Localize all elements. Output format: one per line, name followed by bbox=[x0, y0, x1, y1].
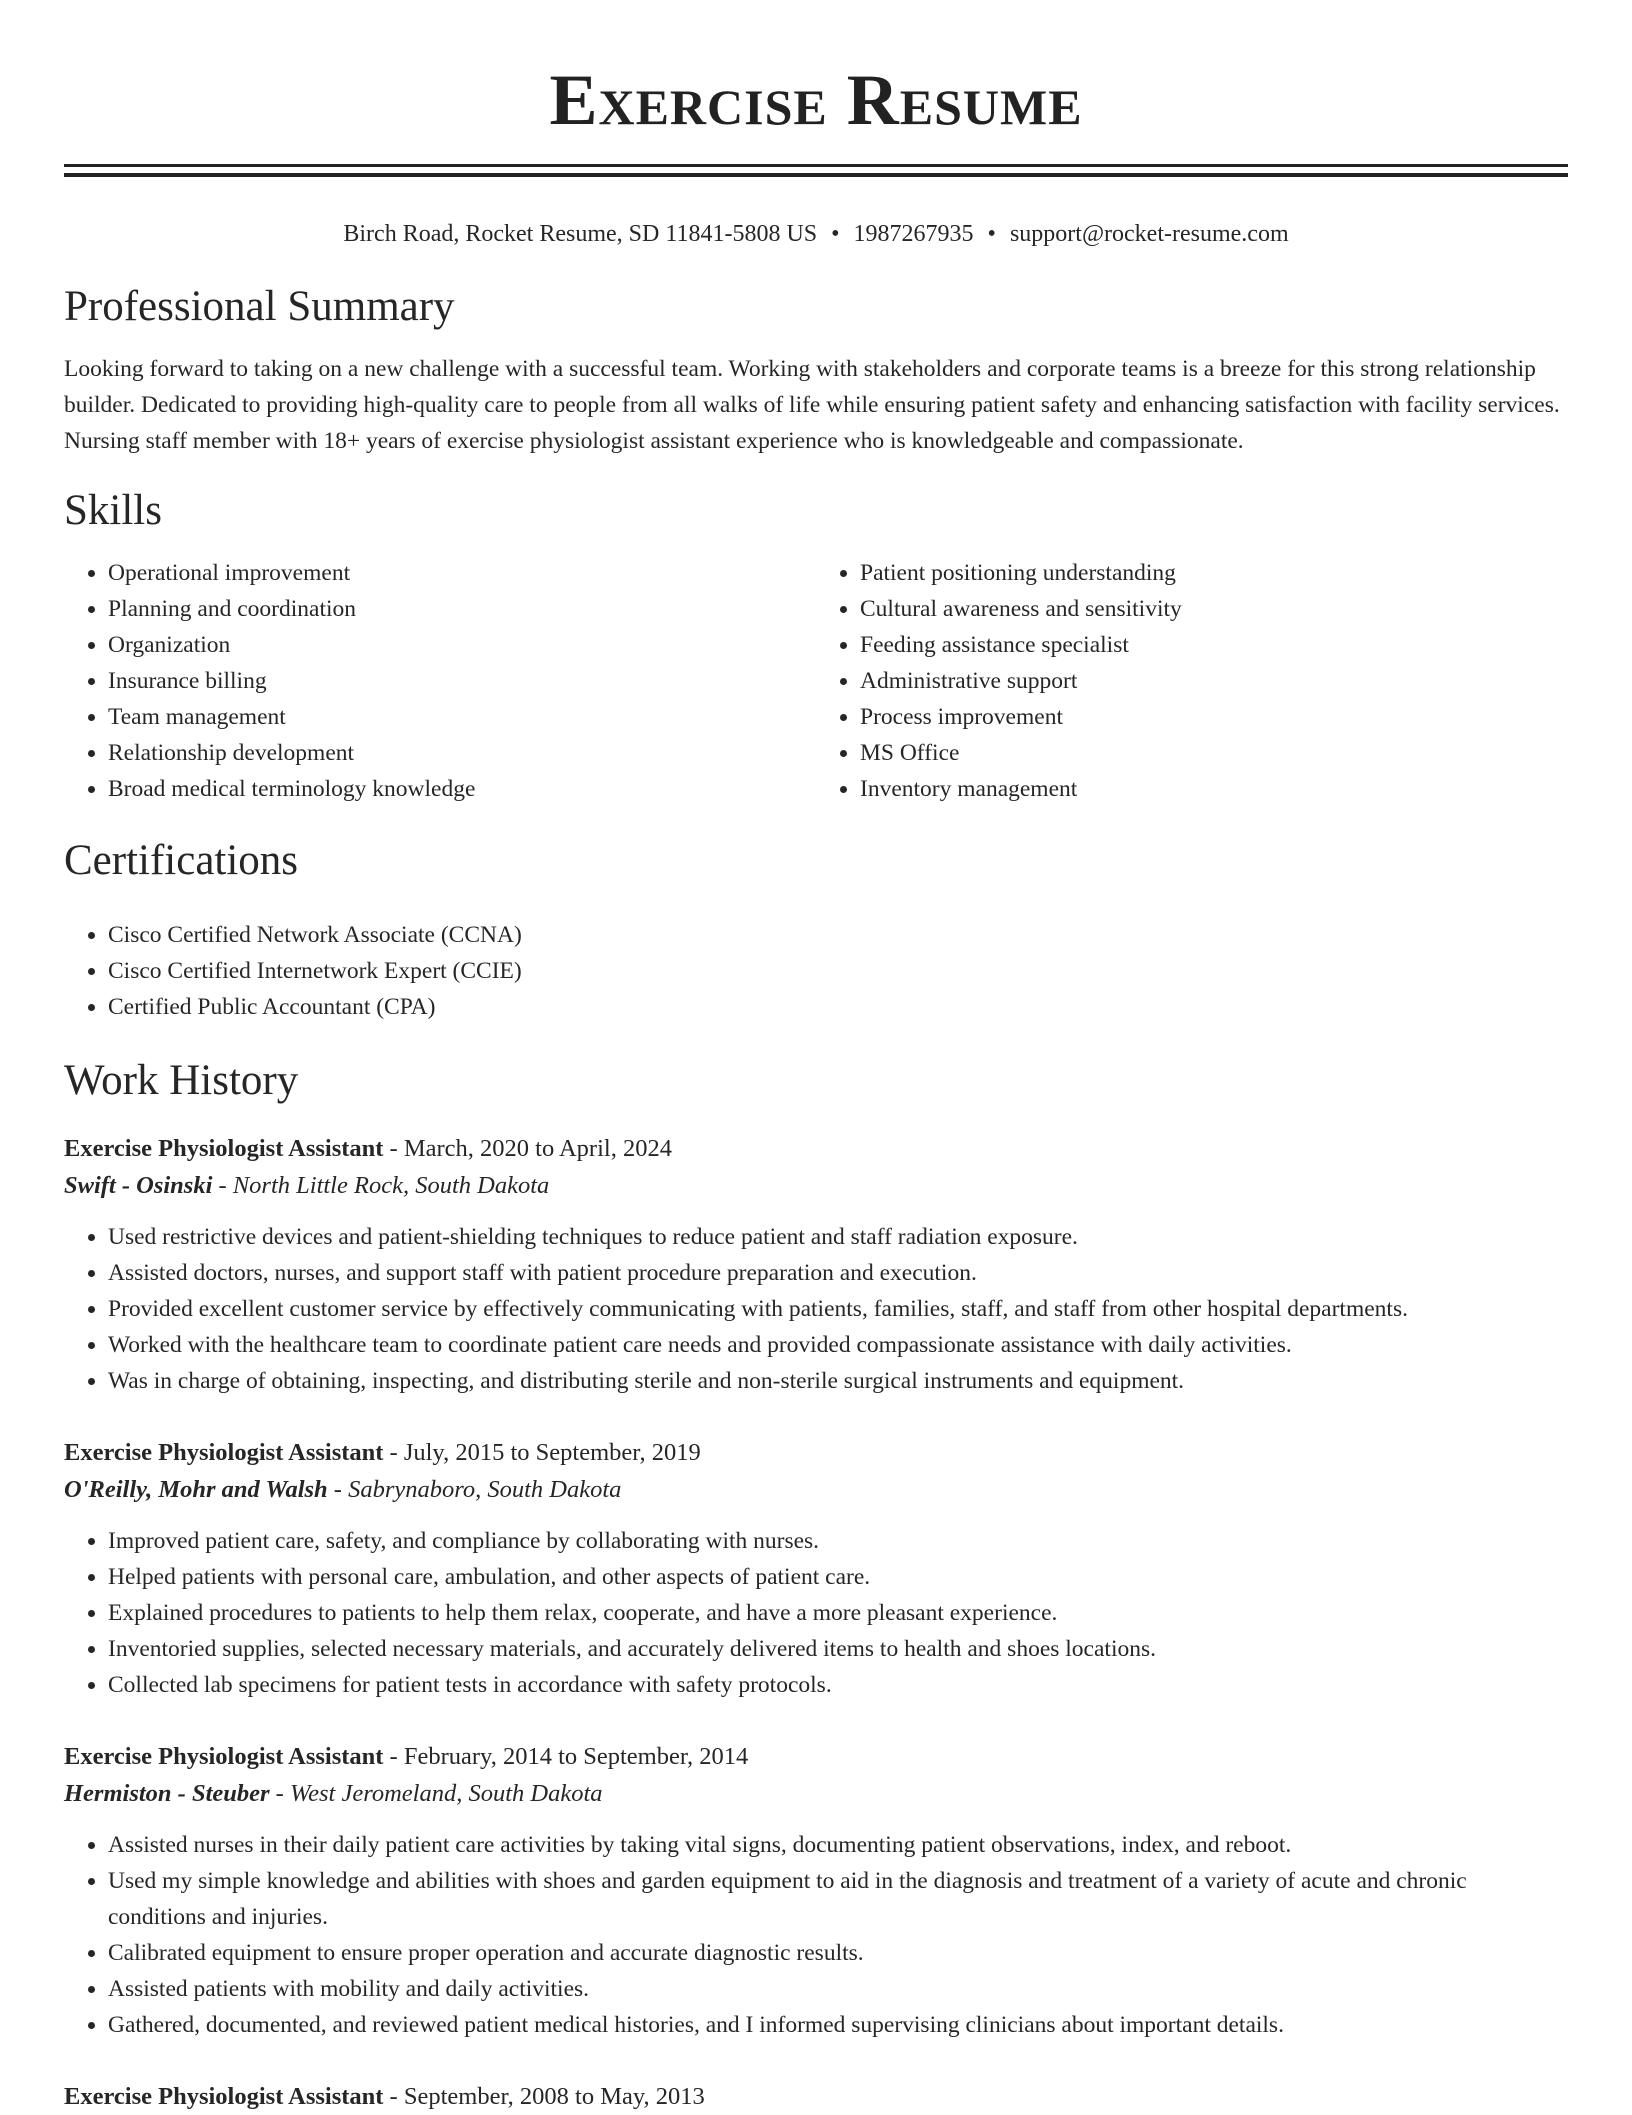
list-item: • Provided excellent customer service by effectively communicating with patients, families, staff, and staff from other hospital departments. bbox=[108, 1291, 1568, 1327]
list-item: • Cisco Certified Network Associate (CCNA) bbox=[108, 917, 1568, 953]
list-item: • Broad medical terminology knowledge bbox=[108, 771, 816, 807]
job-title-line: Exercise Physiologist Assistant - February, 2014 to September, 2014 bbox=[64, 1743, 749, 1770]
list-item: • Cisco Certified Internetwork Expert (CCIE) bbox=[108, 953, 1568, 989]
job-dates: February, 2014 to September, 2014 bbox=[403, 1743, 749, 1770]
list-item: • Patient positioning understanding bbox=[860, 555, 1568, 591]
skills-columns bbox=[64, 555, 1568, 807]
job-dates: September, 2008 to May, 2013 bbox=[403, 2083, 705, 2110]
job-company-line: O'Reilly, Mohr and Walsh - Sabrynaboro, South Dakota bbox=[64, 1476, 622, 1503]
work-history-heading: Work History bbox=[64, 1057, 299, 1104]
job-company: Hermiston - Steuber bbox=[64, 1780, 270, 1807]
list-item: • Gathered, documented, and reviewed patient medical histories, and I informed supervising clinicians about important details. bbox=[108, 2007, 1568, 2043]
list-item: • Organization bbox=[108, 627, 816, 663]
list-item: • Explained procedures to patients to help them relax, cooperate, and have a more pleasant experience. bbox=[108, 1595, 1568, 1631]
summary-heading: Professional Summary bbox=[64, 283, 455, 330]
list-item: • Inventoried supplies, selected necessary materials, and accurately delivered items to health and shoes locations. bbox=[108, 1631, 1568, 1667]
list-item: • Team management bbox=[108, 699, 816, 735]
contact-email: support@rocket-resume.com bbox=[1009, 221, 1289, 247]
list-item: • Assisted patients with mobility and daily activities. bbox=[108, 1971, 1568, 2007]
skills-heading: Skills bbox=[64, 487, 162, 534]
job-entry bbox=[64, 1739, 1568, 2043]
list-item: • Administrative support bbox=[860, 663, 1568, 699]
job-title-line: Exercise Physiologist Assistant - September, 2008 to May, 2013 bbox=[64, 2083, 705, 2110]
list-item: • MS Office bbox=[860, 735, 1568, 771]
list-item: • Assisted nurses in their daily patient care activities by taking vital signs, documenting patient observations, index, and reboot. bbox=[108, 1827, 1568, 1863]
list-item: • Improved patient care, safety, and compliance by collaborating with nurses. bbox=[108, 1523, 1568, 1559]
list-item: • Was in charge of obtaining, inspecting, and distributing sterile and non-sterile surgical instruments and equipment. bbox=[108, 1363, 1568, 1399]
work-history-list bbox=[64, 1131, 1568, 2115]
list-item: • Assisted doctors, nurses, and support staff with patient procedure preparation and execution. bbox=[108, 1255, 1568, 1291]
list-item: • Relationship development bbox=[108, 735, 816, 771]
skills-right-list bbox=[816, 555, 1568, 807]
job-dates: March, 2020 to April, 2024 bbox=[403, 1135, 672, 1162]
skills-left-list bbox=[64, 555, 816, 807]
job-title: Exercise Physiologist Assistant bbox=[64, 1135, 384, 1162]
list-item: • Insurance billing bbox=[108, 663, 816, 699]
job-location: West Jeromeland, South Dakota bbox=[289, 1780, 603, 1807]
job-title: Exercise Physiologist Assistant bbox=[64, 1439, 384, 1466]
list-item: • Planning and coordination bbox=[108, 591, 816, 627]
list-item: • Used my simple knowledge and abilities with shoes and garden equipment to aid in the diagnosis and treatment of a variety of acute and chronic conditions and injuries. bbox=[108, 1863, 1568, 1935]
list-item: • Used restrictive devices and patient-shielding techniques to reduce patient and staff radiation exposure. bbox=[108, 1219, 1568, 1255]
list-item: • Cultural awareness and sensitivity bbox=[860, 591, 1568, 627]
job-title-line: Exercise Physiologist Assistant - July, 2015 to September, 2019 bbox=[64, 1439, 701, 1466]
list-item: • Operational improvement bbox=[108, 555, 816, 591]
list-item: • Certified Public Accountant (CPA) bbox=[108, 989, 1568, 1025]
resume-title: Exercise Resume bbox=[549, 60, 1083, 140]
contact-phone: 1987267935 bbox=[853, 221, 974, 247]
list-item: • Process improvement bbox=[860, 699, 1568, 735]
job-company: Swift - Osinski bbox=[64, 1172, 213, 1199]
job-location: Sabrynaboro, South Dakota bbox=[348, 1476, 622, 1503]
job-location: North Little Rock, South Dakota bbox=[232, 1172, 550, 1199]
job-title-line: Exercise Physiologist Assistant - March, 2020 to April, 2024 bbox=[64, 1135, 672, 1162]
list-item: • Calibrated equipment to ensure proper operation and accurate diagnostic results. bbox=[108, 1935, 1568, 1971]
job-title: Exercise Physiologist Assistant bbox=[64, 1743, 384, 1770]
job-entry bbox=[64, 2079, 1568, 2115]
title-rule-bottom bbox=[64, 173, 1568, 177]
list-item: • Worked with the healthcare team to coordinate patient care needs and provided compassionate assistance with daily activities. bbox=[108, 1327, 1568, 1363]
job-entry bbox=[64, 1435, 1568, 1703]
job-company-line: Hermiston - Steuber - West Jeromeland, South Dakota bbox=[64, 1780, 603, 1807]
contact-separator: • bbox=[987, 221, 996, 247]
certifications-heading: Certifications bbox=[64, 837, 299, 884]
job-bullets bbox=[64, 1523, 1568, 1703]
list-item: • Collected lab specimens for patient tests in accordance with safety protocols. bbox=[108, 1667, 1568, 1703]
list-item: • Feeding assistance specialist bbox=[860, 627, 1568, 663]
job-company: O'Reilly, Mohr and Walsh bbox=[64, 1476, 328, 1503]
job-company-line: Swift - Osinski - North Little Rock, South Dakota bbox=[64, 1172, 550, 1199]
contact-line bbox=[64, 217, 1568, 251]
job-dates: July, 2015 to September, 2019 bbox=[403, 1439, 701, 1466]
list-item: • Inventory management bbox=[860, 771, 1568, 807]
job-title: Exercise Physiologist Assistant bbox=[64, 2083, 384, 2110]
list-item: • Helped patients with personal care, ambulation, and other aspects of patient care. bbox=[108, 1559, 1568, 1595]
job-bullets bbox=[64, 1219, 1568, 1399]
job-bullets bbox=[64, 1827, 1568, 2043]
summary-text: Looking forward to taking on a new challenge with a successful team. Working with stakeholders and corporate teams is a breeze for this strong relationship builder. Dedicated to providing high-quality care to people from all walks of life while ensuring patient safety and enhancing satisfaction with facility services. Nursing staff member with 18+ years of exercise physiologist assistant experience who is knowledgeable and compassionate. bbox=[64, 356, 1560, 454]
title-rule-top bbox=[64, 164, 1568, 167]
contact-separator: • bbox=[831, 221, 840, 247]
certifications-list bbox=[64, 917, 1568, 1025]
contact-address: Birch Road, Rocket Resume, SD 11841-5808 US bbox=[343, 221, 818, 247]
job-entry bbox=[64, 1131, 1568, 1399]
